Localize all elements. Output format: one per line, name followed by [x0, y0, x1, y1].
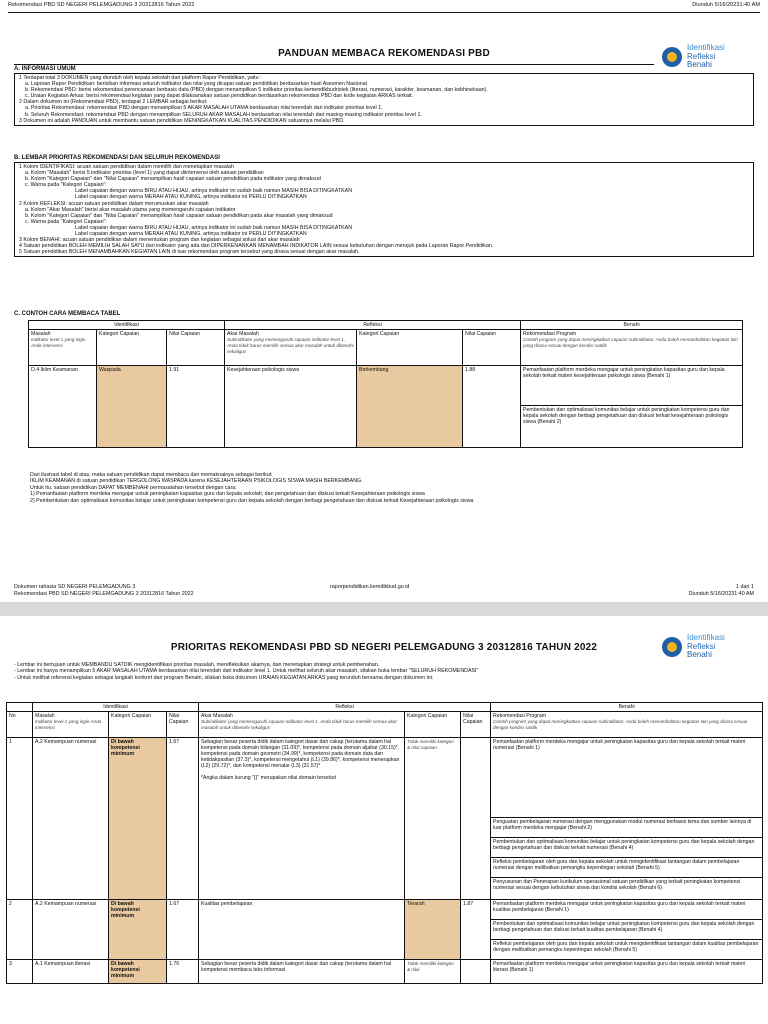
section-b-line: a. Kolom "Masalah" berisi 5 indikator prioritas (level 1) yang dapat diintervensi oleh satuan pendidikan — [25, 170, 264, 177]
section-b-line: b. Kolom "Kategori Capaian" dan "Nilai Capaian" menampilkan hasil capaian satuan pendidikan pada akar masalah yang dimaksud — [25, 212, 333, 219]
cell-rekomendasi: Pembentukan dan optimalisasi komunitas belajar untuk peningkatan kompetensi guru dan kepala sekolah dengan berbagi pengetahuan dan diskusi terkait numerasi (Benahi 4) — [491, 838, 763, 858]
logo-emblem-icon — [662, 637, 682, 657]
cell-rekomendasi: Pemanfaatan platform merdeka mengajar untuk peningkatan kapasitas guru dan kepala sekolah terkait materi kesejahteraan psikologis siswa (Benahi 1) — [521, 366, 743, 406]
note-line: IKLIM KEAMANAN di satuan pendidikan TERGOLONG WASPADA karena KESEJAHTERAAN PSIKOLOGIS SISWA MASIH BERKEMBANG. — [30, 478, 363, 485]
cell-rekomendasi: Refleksi pembelajaran oleh guru dan kepala sekolah untuk mengidentifikasi tantangan dalam pembelajaran numerasi dengan melibatkan pemangku kepentingan sekolah (Benahi 5) — [491, 858, 763, 878]
group-header-identifikasi: Identifikasi — [33, 703, 199, 712]
cell-ref-kategori: Berkembang — [357, 366, 463, 448]
col-header-rekomendasi: Rekomendasi Program Contoh program yang dapat meningkatkan capaian subindikator. Anda boleh menambahkan kegiatan lain yang dirasa sesuai dengan kondisi satdik — [521, 330, 743, 366]
header-download-time: Diunduh 5/16/20231:40 AM — [692, 2, 760, 8]
group-header-benahi: Benahi — [491, 703, 763, 712]
note-line: 1) Pemanfaatan platform merdeka mengajar untuk peningkatan kapasitas guru dan kepala sekolah; dan pengetahuan dan diskusi terkait Kesejahteraan psikologis siswa — [30, 491, 425, 498]
cell-rekomendasi: Pemanfaatan platform merdeka mengajar untuk peningkatan kapasitas guru dan kepala sekolah terkait materi kualitas pembelajaran (Benahi 1) — [491, 900, 763, 920]
logo-text-identifikasi: Identifikasi — [687, 633, 725, 642]
section-a-line: a. Laporan Rapor Pendidikan: berisikan informasi seluruh indikator dan nilai yang dicapai satuan pendidikan berdasarkan hasil Asesmen Nasional — [25, 81, 367, 88]
col-header-akar: Akar Masalah Subindikator yang memengaruhi capaian indikator level 1. Anda tidak harus memilih semua akar masalah untuk dibenahi sekaligus — [225, 330, 357, 366]
section-a-line: a. Prioritas Rekomendasi: rekomendasi PBD dengan menampilkan 5 AKAR MASALAH UTAMA berdasarkan nilai terendah dari indikator prioritas level 1. — [25, 105, 383, 112]
logo-text-benahi: Benahi — [687, 650, 712, 660]
cell-masalah: D.4 Iklim Keamanan — [29, 366, 97, 448]
row-number: 3 — [7, 960, 33, 984]
group-header-refleksi: Refleksi — [225, 321, 521, 330]
col-header-kategori: Kategori Capaian — [109, 712, 167, 738]
section-a-line: 3 Dokumen ini adalah PANDUAN untuk membantu satuan pendidikan MENINGKATKAN KUALITAS PENDIDIKAN satuannya melalui PBD. — [19, 117, 345, 124]
cell-rekomendasi: Pemanfaatan platform merdeka mengajar untuk peningkatan kapasitas guru dan kepala sekolah terkait materi numerasi (Benahi 1) — [491, 738, 763, 818]
footer-page-count: 1 dari 1 — [736, 584, 754, 590]
note-line: Untuk itu, satuan pendidikan DAPAT MEMBENAHI permasalahan tersebut dengan cara: — [30, 484, 237, 491]
section-b-line: Label capaian dengan warna BIRU ATAU HIJAU, artinya indikator ini sudah baik namun MASIH BISA DITINGKATKAN — [75, 224, 353, 231]
section-a-line: b. Seluruh Rekomendasi: rekomendasi PBD dengan menampilkan SELURUH AKAR MASALAH berdasarkan nilai terendah dari masing-masing indikator prioritas level 1. — [25, 111, 422, 118]
section-b-line: 1 Kolom IDENTIFIKASI: acuan satuan pendidikan dalam memilih dan menetapkan masalah — [19, 164, 234, 170]
title-underline — [14, 64, 654, 65]
group-header-benahi: Benahi — [521, 321, 743, 330]
row-number: 1 — [7, 738, 33, 900]
cell-akar: Sebagian besar peserta didik dalam kategori dasar dan cakap (terutama dalam hal kompetensi pada domain bilangan (31.09)*, kompetensi pada domain aljabar (30.15)*, kompetensi pada domain geometri (34.99)*, kompetensi pada domain data dan ketidakpastian (37.3)*, kompetensi mengetahui (L1) (39.86)*, kompetensi menerapkan (L2) (29.72)*, dan kompetensi menalar (L3) (31.57)* *Angka dalam kurung "()" merupakan nilai domain tersebut — [199, 738, 405, 900]
cell-kategori: Di bawah kompetensi minimum — [109, 738, 167, 900]
cell-kategori: Waspada — [97, 366, 167, 448]
footer-left — [14, 584, 194, 598]
cell-nilai: 1.67 — [167, 738, 199, 900]
col-header-masalah: Masalah Indikator level 1 yang ingin Anda intervensi — [29, 330, 97, 366]
cell-akar: Sebagian besar peserta didik dalam kategori dasar dan cakap (terutama dalam hal kompetensi membaca teks informasi — [199, 960, 405, 984]
logo-text-identifikasi: Identifikasi — [687, 43, 725, 52]
footer-url: raporpendidikan.kemdikbud.go.id — [330, 584, 410, 590]
cell-rekomendasi: Penyusunan dan Penerapan kurikulum operasional satuan pendidikan yang terkait peningkatan kompetensi numerasi sesuai dengan kebutuhan siswa dan kondisi sekolah (Benahi 6) — [491, 878, 763, 900]
footer-confidential: Dokumen rahasia SD NEGERI PELEMGADUNG 3 — [14, 584, 136, 590]
logo-text-refleksi: Refleksi — [687, 641, 716, 651]
col-header-ref-kategori: Kategori Capaian — [405, 712, 461, 738]
cell-rekomendasi: Refleksi pembelajaran oleh guru dan kepala sekolah untuk mengidentifikasi tantangan dalam kualitas pembelajaran dengan melibatkan pemangku kepentingan sekolah (Benahi 5) — [491, 940, 763, 960]
cell-ref-nilai: 1.88 — [463, 366, 521, 448]
section-b-line: 2 Kolom REFLEKSI: acuan satuan pendidikan dalam merumuskan akar masalah — [19, 200, 209, 207]
col-header-kategori: Kategori Capaian — [97, 330, 167, 366]
page-header — [8, 2, 760, 8]
cell-akar: Kualitas pembelajaran — [199, 900, 405, 960]
logo-text-refleksi: Refleksi — [687, 51, 716, 61]
cell-kategori: Di bawah kompetensi minimum — [109, 900, 167, 960]
section-b-line: Label capaian dengan warna BIRU ATAU HIJAU, artinya indikator ini sudah baik namun MASIH BISA DITINGKATKAN — [75, 188, 353, 195]
instruction-line: - Lembar ini bertujuan untuk MEMBANDU SATDIK mengidentifikasi prioritas masalah, merefleksikan akarnya, dan menetapkan strategi untuk pembenahan. — [14, 662, 380, 668]
section-b-line: 5 Satuan pendidikan BOLEH MENAMBAHKAN KEGIATAN LAIN di luar rekomendasi program tersebut yang dirasa sesuai dengan akar masalah. — [19, 249, 360, 256]
cell-rekomendasi: Pembentukan dan optimalisasi komunitas belajar untuk peningkatan kompetensi guru dan kepala sekolah dengan berbagi pengetahuan dan diskusi terkait kualitas pembelajaran (Benahi 4) — [491, 920, 763, 940]
cell-ref-nilai — [461, 960, 491, 984]
section-b-line: Label capaian dengan warna MERAH ATAU KUNING, artinya indikator ini PERLU DITINGKATKAN — [75, 194, 307, 201]
group-header-refleksi: Refleksi — [199, 703, 491, 712]
section-c-title: C. CONTOH CARA MEMBACA TABEL — [14, 311, 121, 317]
section-a-line: b. Rekomendasi PBD: berisi rekomendasi perencanaan berbasis data (PBD) dengan menampilkan 5 indikator prioritas kemendikbudristek (literasi, numerasi, karakter, keamanan, dan kebhinekaan). — [25, 87, 488, 94]
section-b-line: 3 Kolom BENAHI: acuan satuan pendidikan dalam menentukan program dan kegiatan sebagai solusi dari akar masalah — [19, 237, 300, 244]
col-header-rekomendasi: Rekomendasi Program Contoh program yang dapat meningkatkan capaian subindikator. Anda boleh menambahkan kegiatan lain yang dirasa sesuai dengan kondisi satdik — [491, 712, 763, 738]
section-a-title: A. INFORMASI UMUM — [14, 66, 76, 72]
cell-akar: Kesejahteraan psikologis siswa — [225, 366, 357, 448]
cell-nilai: 1.67 — [167, 900, 199, 960]
cell-ref-kategori: Terarah — [405, 900, 461, 960]
col-header-nilai: Nilai Capaian — [167, 712, 199, 738]
cell-nilai: 1.76 — [167, 960, 199, 984]
cell-ref-nilai: 1.87 — [461, 900, 491, 960]
col-header-no: No — [7, 712, 33, 738]
cell-ref-kategori: Tidak memiliki kategori & nilai — [405, 960, 461, 984]
col-header-akar: Akar Masalah Subindikator yang memengaruhi capaian indikator level 1. Anda tidak harus memilih semua akar masalah untuk dibenahi sekaligus — [199, 712, 405, 738]
col-header-ref-kategori: Kategori Capaian — [357, 330, 463, 366]
col-header-no-spacer — [7, 703, 33, 712]
cell-ref-nilai — [461, 738, 491, 900]
page-title: PANDUAN MEMBACA REKOMENDASI PBD — [278, 48, 490, 59]
section-b-line: c. Warna pada "Kategori Capaian": — [25, 218, 107, 225]
cell-nilai: 1.91 — [167, 366, 225, 448]
group-header-identifikasi: Identifikasi — [29, 321, 225, 330]
cell-kategori: Di bawah kompetensi minimum — [109, 960, 167, 984]
header-doc-title: Rekomendasi PBD SD NEGERI PELEMGADUNG 3 20312816 Tahun 2022 — [8, 2, 195, 8]
kemdikbud-logo — [662, 634, 725, 660]
instruction-line: - Lembar ini hanya menampilkan 5 AKAR MASALAH UTAMA berdasarkan nilai terendah dari indikator level 1. Untuk melihat seluruh akar masalah, silakan buka lembar "SELURUH REKOMENDASI" — [14, 668, 479, 675]
logo-text-benahi: Benahi — [687, 60, 712, 70]
section-b-line: a. Kolom "Akar Masalah" berisi akar masalah utama yang memengaruhi capaian indikator — [25, 206, 236, 213]
note-line: Dari ilustrasi tabel di atas, maka satuan pendidikan dapat membaca dan memaknainya sebagai berikut: — [30, 472, 273, 478]
cell-masalah: A.2 Kemampuan numerasi — [33, 738, 109, 900]
cell-rekomendasi: Pembentukan dan optimalisasi komunitas belajar untuk peningkatan kompetensi guru dan kepala sekolah dengan berbagi pengetahuan dan diskusi terkait kesejahteraan psikologis siswa (Benahi 2) — [521, 406, 743, 448]
cell-ref-kategori: Tidak memiliki kategori & nilai capaian — [405, 738, 461, 900]
footer-download-time: Diunduh 5/16/20231:40 AM — [688, 591, 754, 597]
section-b-title: B. LEMBAR PRIORITAS REKOMENDASI DAN SELURUH REKOMENDASI — [14, 155, 220, 161]
section-b-box — [14, 162, 754, 257]
cell-rekomendasi: Penguatan pembelajaran numerasi dengan menggunakan modul numerasi berbasis tema dan sumber lainnya di luar platform merdeka mengajar (Benahi 2) — [491, 818, 763, 838]
section-a-line: c. Uraian Kegiatan Arkas: berisi rekomendasi kegiatan yang dapat dilaksanakan satuan pendidikan berdasarkan rekomendasi PBD dan kode kegiatan ARKAS terkait. — [25, 93, 414, 100]
section-a-line: 1 Terdapat total 3 DOKUMEN yang diunduh oleh kepala sekolah dari platform Rapor Pendidikan, yaitu : — [19, 75, 262, 81]
col-header-nilai: Nilai Capaian — [167, 330, 225, 366]
example-table — [28, 320, 743, 448]
col-header-ref-nilai: Nilai Capaian — [463, 330, 521, 366]
section-b-line: b. Kolom "Kategori Capaian" dan "Nilai Capaian" menampilkan hasil capaian satuan pendidikan pada indikator yang dimaksud — [25, 176, 321, 183]
cell-masalah: A.1 Kemampuan literasi — [33, 960, 109, 984]
col-header-masalah: Masalah Indikator level 1 yang ingin Anda intervensi — [33, 712, 109, 738]
note-line: 2) Pembentukan dan optimalisasi komunitas belajar untuk peningkatan kompetensi guru dan kepala sekolah dengan berbagi pengetahuan dan diskusi terkait Kesejahteraan psikologis siswa — [30, 497, 474, 504]
cell-rekomendasi: Pemanfaatan platform merdeka mengajar untuk peningkatan kapasitas guru dan kepala sekolah terkait materi literasi (Benahi 1) — [491, 960, 763, 984]
page-2-title: PRIORITAS REKOMENDASI PBD SD NEGERI PELEMGADUNG 3 20312816 TAHUN 2022 — [170, 642, 598, 653]
section-a-line: 2 Dalam dokumen ini (Rekomendasi PBD), terdapat 2 LEMBAR sebagai berikut: — [19, 99, 208, 106]
page-2-instructions — [14, 662, 478, 681]
logo-emblem-icon — [662, 47, 682, 67]
cell-masalah: A.2 Kemampuan numerasi — [33, 900, 109, 960]
section-a-box — [14, 73, 754, 126]
instruction-line: - Untuk melihat referensi kegiatan sebagai langkah konkret dari program Benahi, silakan buka dokumen URAIAN KEGIATAN ARKAS yang terunduh bersama dengan dokumen ini. — [14, 674, 434, 681]
col-header-ref-nilai: Nilai Capaian — [461, 712, 491, 738]
priority-table — [6, 702, 763, 984]
footer-right — [689, 584, 754, 598]
document-page-2 — [0, 616, 768, 1024]
section-b-line: 4 Satuan pendidikan BOLEH MEMILIH SALAH SATU dari indikator yang ada dan DIPERKENANKAN MENAMBAH INDIKATOR LAIN sesuai kebutuhan dengan merujuk pada Laporan Rapor Pendidikan. — [19, 243, 494, 250]
section-b-line: c. Warna pada "Kategori Capaian": — [25, 182, 107, 189]
row-number: 2 — [7, 900, 33, 960]
header-rule — [8, 12, 760, 13]
section-b-line: Label capaian dengan warna MERAH ATAU KUNING, artinya indikator ini PERLU DITINGKATKAN — [75, 231, 307, 238]
example-notes — [30, 472, 473, 504]
footer-doc-title: Rekomendasi PBD SD NEGERI PELEMGADUNG 3 20312816 Tahun 2022 — [14, 591, 194, 597]
kemdikbud-logo — [662, 44, 725, 70]
